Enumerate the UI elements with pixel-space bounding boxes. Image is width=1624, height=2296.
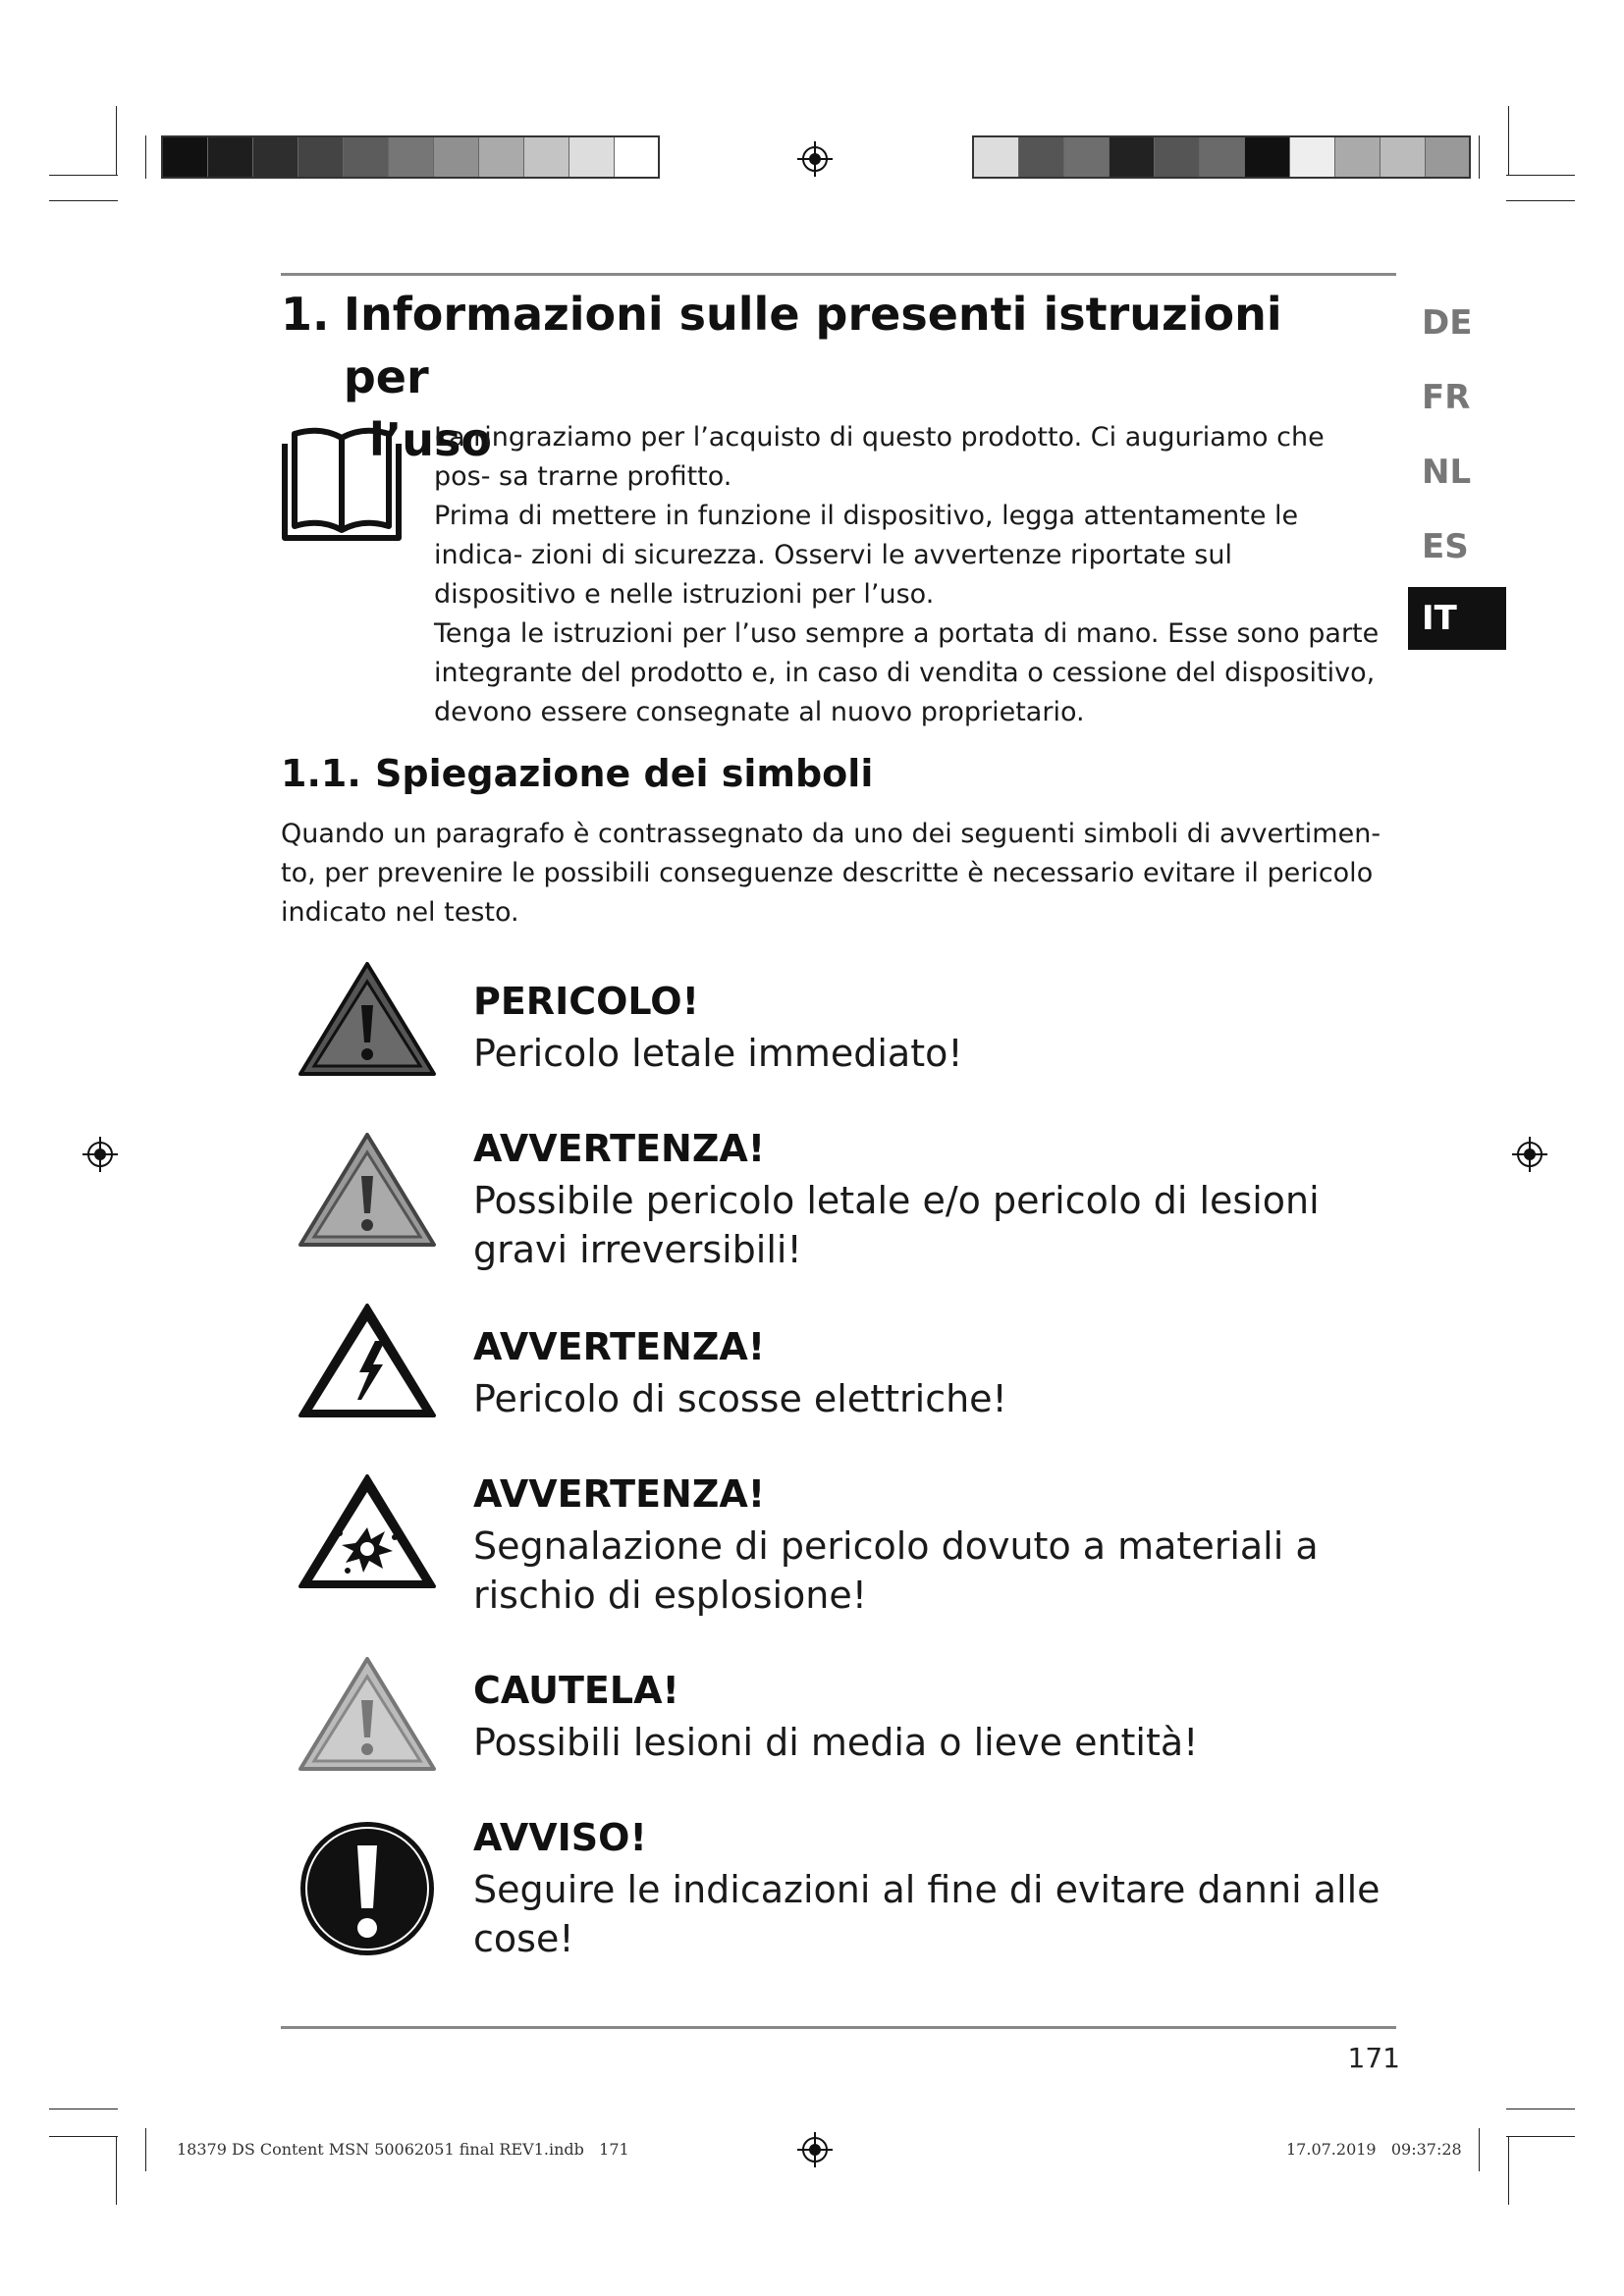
warning-title: AVVERTENZA! [473,1127,766,1170]
warning-item [473,1127,1396,1274]
danger-triangle-icon [297,960,438,1078]
notice-circle-icon [297,1818,438,1959]
registration-mark-icon [82,1137,118,1172]
warning-title: AVVISO! [473,1816,647,1859]
registration-mark-icon [797,2132,833,2167]
warning-item [473,1472,1396,1620]
registration-mark-icon [797,141,833,177]
subheading-number: 1.1. [281,752,361,795]
symbols-intro: Quando un paragrafo è contrassegnato da uno dei seguenti simboli di avvertimen- to, per prevenire le possibili conseguenze descritte è necessario evitare il pericolo indicato nel testo. [281,819,1381,928]
intro-paragraph: Tenga le istruzioni per l’uso sempre a portata di mano. Esse sono parte integrante del prodotto e, in caso di vendita o cessione del dispositivo, devono essere consegnate al nuovo proprietario. [434,618,1380,727]
tab-language-nl[interactable]: NL [1422,453,1472,492]
heading-line2: l’uso [369,413,492,466]
warning-title: PERICOLO! [473,980,699,1023]
section-subheading [281,752,873,795]
book-icon [281,424,403,542]
top-rule [281,273,1396,276]
footer-timestamp: 17.07.2019 09:37:28 [1286,2140,1462,2159]
tab-language-de[interactable]: DE [1422,303,1473,343]
electric-shock-icon [297,1302,438,1419]
registration-mark-icon [1512,1137,1547,1172]
warning-item [473,1816,1396,1963]
color-bar-right [972,135,1471,179]
tab-language-fr[interactable]: FR [1422,378,1471,417]
explosion-icon [297,1472,438,1590]
warning-item [473,1325,1396,1423]
warning-text: Pericolo di scosse elettriche! [473,1377,1007,1420]
subheading-title: Spiegazione dei simboli [375,752,874,795]
intro-text [434,418,1382,732]
footer-filename: 18379 DS Content MSN 50062051 final REV1.indb 171 [177,2140,629,2159]
warning-item [473,1669,1396,1767]
warning-triangle-icon [297,1131,438,1249]
warning-title: AVVERTENZA! [473,1325,766,1368]
warning-text: Seguire le indicazioni al fine di evitare danni alle cose! [473,1868,1380,1960]
warning-title: CAUTELA! [473,1669,679,1712]
heading-line1: Informazioni sulle presenti istruzioni per [343,288,1282,403]
warning-text: Segnalazione di pericolo dovuto a materiali a rischio di esplosione! [473,1524,1319,1617]
warning-title: AVVERTENZA! [473,1472,766,1516]
tab-language-it[interactable]: IT [1408,587,1506,650]
warning-text: Possibile pericolo letale e/o pericolo di lesioni gravi irreversibili! [473,1179,1320,1271]
bottom-rule [281,2026,1396,2029]
intro-paragraph: La ringraziamo per l’acquisto di questo prodotto. Ci auguriamo che pos- sa trarne profitto. [434,422,1325,492]
intro-paragraph: Prima di mettere in funzione il dispositivo, legga attentamente le indica- zioni di sicurezza. Osservi le avvertenze riportate sul dispositivo e nelle istruzioni per l’uso. [434,501,1299,610]
warning-text: Possibili lesioni di media o lieve entità! [473,1721,1199,1764]
page-number: 171 [1347,2042,1400,2074]
heading-number: 1. [281,288,330,341]
color-bar-left [161,135,660,179]
tab-language-es[interactable]: ES [1422,527,1469,566]
warning-text: Pericolo letale immediato! [473,1032,963,1075]
warning-item [473,980,1396,1078]
caution-triangle-icon [297,1655,438,1773]
